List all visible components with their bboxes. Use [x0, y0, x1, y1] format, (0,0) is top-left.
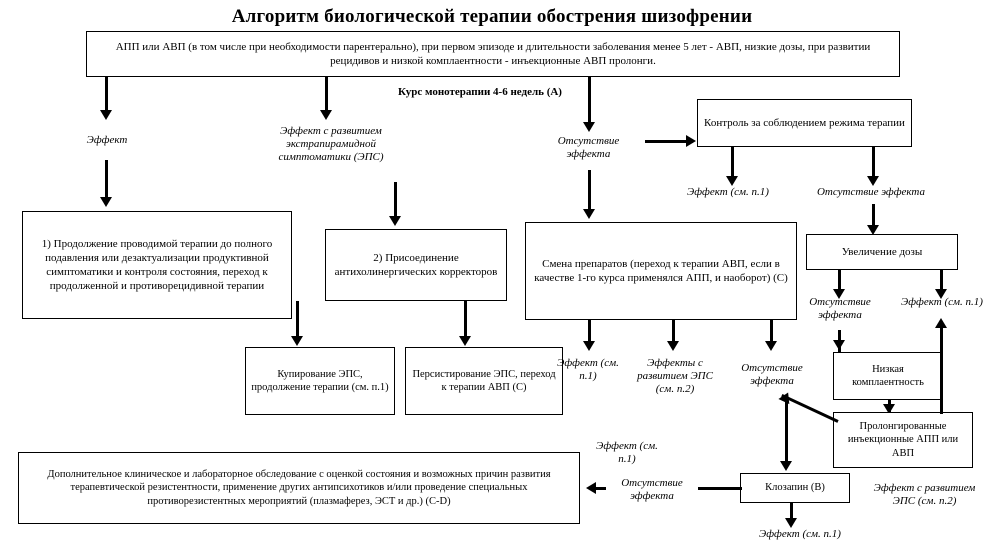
arrow-anticholinergic-to-persist: [459, 336, 471, 346]
label-no-effect-b: Отсутствие эффекта: [816, 186, 926, 198]
label-effect-p1-a: Эффект (см. п.1): [687, 186, 769, 198]
arrow-to-low-compliance: [833, 340, 845, 350]
box-clozapine: Клозапин (B): [740, 473, 850, 503]
connector-noeffect-to-clozapine: [785, 398, 788, 464]
box-increase-dose: Увеличение дозы: [806, 234, 958, 270]
connector-effect-to-continue: [105, 160, 108, 200]
box-prolonged-injectable: Пролонгированные инъекционные АПП или АВП: [833, 412, 973, 468]
arrow-top-to-effect: [100, 110, 112, 120]
box-additional-exam: Дополнительное клиническое и лабораторное обследование с оценкой состояния и возможных причин развития терапевтической резистентности, применение других антипсихотиков и/или проведение специальных противорезистентных мероприятий (плазмаферез, ЭСТ и др.) (C-D): [18, 452, 580, 524]
label-effect: Эффект: [86, 134, 128, 146]
label-effect-p1-e: Эффект (см. п.1): [759, 528, 841, 540]
connector-regimen-to-effect: [731, 147, 734, 179]
label-effect-eps-p2: Эффекты с развитием ЭПС (см. п.2): [637, 357, 713, 396]
arrow-noeffect-to-switch: [583, 209, 595, 219]
box-continue-therapy: 1) Продолжение проводимой терапии до полного подавления или дезактуализации продуктивной симптоматики и контроля состояния, переход к продолженной и противорецидивной терапии: [22, 211, 292, 319]
label-effect-eps: Эффект с развитием экстрапирамидной симптоматики (ЭПС): [278, 125, 384, 164]
connector-top-to-effect: [105, 77, 108, 113]
arrow-clozapine-to-exam: [586, 482, 596, 494]
arrow-right-feedback: [935, 318, 947, 328]
box-switch-drugs: Смена препаратов (переход к терапии АВП, если в качестве 1-го курса применялся АПП, и наоборот) (C): [525, 222, 797, 320]
arrow-anticholinergic-to-relief: [291, 336, 303, 346]
arrow-effect-to-continue: [100, 197, 112, 207]
arrow-top-to-eps: [320, 110, 332, 120]
connector-top-to-noeffect: [588, 77, 591, 125]
label-no-effect-d: Отсутствие эффекта: [606, 477, 698, 503]
connector-right-feedback: [940, 322, 943, 414]
arrow-clozapine-to-effect: [785, 518, 797, 528]
box-regimen-control: Контроль за соблюдением режима терапии: [697, 99, 912, 147]
box-top-treatment: АПП или АВП (в том числе при необходимости парентерально), при первом эпизоде и длительности заболевания менее 5 лет - АВП, низкие дозы, при развитии рецидивов и низкой комплаентности - инъекционные АВП пролонги.: [86, 31, 900, 77]
label-effect-p1-d: Эффект (см. п.1): [596, 440, 658, 466]
connector-top-to-eps: [325, 77, 328, 113]
label-no-effect-top: Отсутствие эффекта: [557, 135, 620, 161]
label-increase-effect: Эффект (см. п.1): [901, 296, 983, 308]
arrow-regimen-to-noeffect: [867, 176, 879, 186]
arrow-regimen-to-effect: [726, 176, 738, 186]
label-effect-eps-p2-b: Эффект с развитием ЭПС (см. п.2): [873, 482, 976, 508]
box-anticholinergic: 2) Присоединение антихолинергических корректоров: [325, 229, 507, 301]
label-no-effect-c: Отсутствие эффекта: [741, 362, 803, 388]
arrow-eps-to-anticholinergic: [389, 216, 401, 226]
connector-noeffect-to-switch: [588, 170, 591, 210]
arrow-switch-to-eps: [667, 341, 679, 351]
arrow-switch-to-noeffect: [765, 341, 777, 351]
arrow-prolonged-to-noeffect: [778, 390, 793, 404]
connector-regimen-to-noeffect: [872, 147, 875, 179]
box-eps-persist: Персистирование ЭПС, переход к терапии АВП (C): [405, 347, 563, 415]
arrow-noeffect-to-clozapine: [780, 461, 792, 471]
connector-eps-to-anticholinergic: [394, 182, 397, 218]
label-monotherapy-course: Курс монотерапии 4-6 недель (A): [398, 86, 562, 98]
arrow-top-to-noeffect: [583, 122, 595, 132]
arrow-switch-to-effect: [583, 341, 595, 351]
label-effect-p1-c: Эффект (см. п.1): [557, 357, 619, 383]
box-low-compliance: Низкая комплаентность: [833, 352, 943, 400]
arrow-noeffect-to-regimen: [686, 135, 696, 147]
page-title: Алгоритм биологической терапии обострения шизофрении: [231, 6, 753, 27]
label-increase-no-effect: Отсутствие эффекта: [809, 296, 871, 322]
box-eps-relief: Купирование ЭПС, продолжение терапии (см. п.1): [245, 347, 395, 415]
connector-anticholinergic-to-relief: [296, 301, 299, 339]
connector-anticholinergic-to-persist: [464, 301, 467, 339]
